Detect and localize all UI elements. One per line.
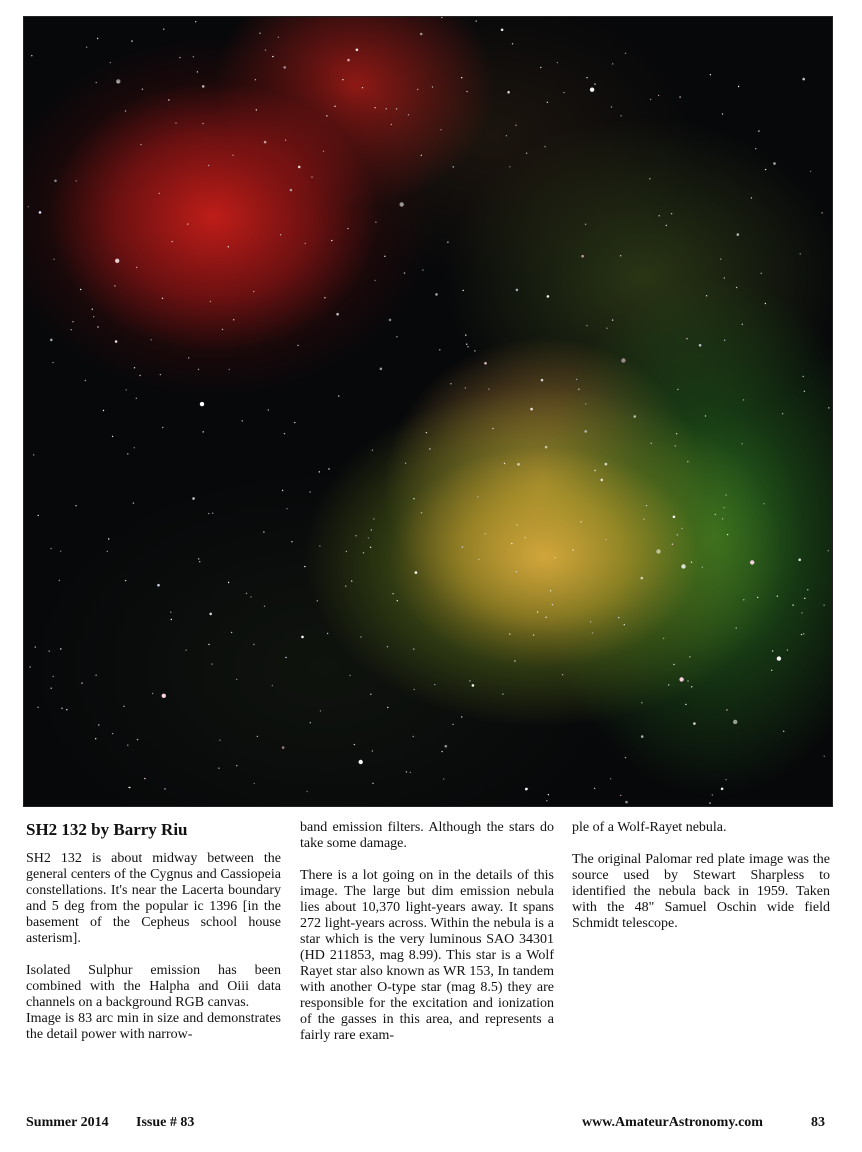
paragraph: ple of a Wolf-Rayet nebula. [572, 820, 727, 835]
article-column-3 [572, 820, 830, 948]
footer-issue: Issue # 83 [136, 1115, 195, 1130]
paragraph: There is a lot going on in the details of this image. The large but dim emission nebula lies about 10,370 light-years away. It spans 272 light-years across. Within the nebula is a star which is the very luminous SAO 34301 (HD 211853, mag 8.99). This star is a Wolf Rayet star also known as WR 153, In tandem with another O-type star (mag 8.5) they are responsible for the excitation and ionization of the gasses in this area, and represents a fairly rare exam- [300, 868, 554, 1043]
paragraph: SH2 132 is about midway between the general centers of the Cygnus and Cassiopeia constellations. It's near the Lacerta boundary and 5 deg from the popular ic 1396 [in the basement of the Cepheus school house asterism]. [26, 851, 281, 946]
article-column-2 [300, 820, 554, 1060]
paragraph: band emission filters. Although the stars do take some damage. [300, 820, 554, 851]
paragraph: Image is 83 arc min in size and demonstrates the detail power with narrow- [26, 1011, 281, 1042]
footer-website: www.AmateurAstronomy.com [582, 1115, 763, 1130]
footer-page-number: 83 [811, 1115, 825, 1130]
article-column-1 [26, 851, 281, 1059]
article-title: SH2 132 by Barry Riu [26, 820, 188, 839]
star-field [24, 17, 832, 806]
footer-season: Summer 2014 [26, 1115, 109, 1130]
paragraph: Isolated Sulphur emission has been combined with the Halpha and Oiii data channels on a background RGB canvas. [26, 963, 281, 1010]
paragraph: The original Palomar red plate image was the source used by Stewart Sharpless to identified the nebula back in 1959. Taken with the 48" Samuel Oschin wide field Schmidt telescope. [572, 852, 830, 931]
nebula-photo [23, 16, 833, 807]
